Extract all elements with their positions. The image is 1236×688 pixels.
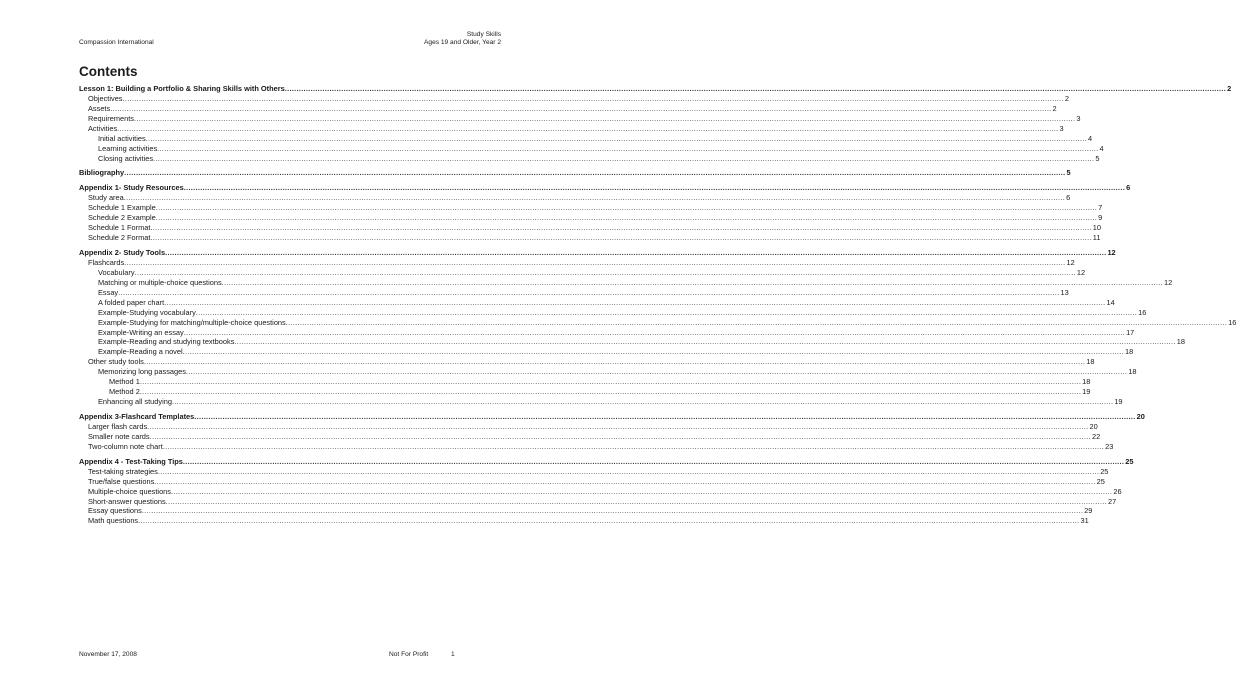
toc-entry[interactable] [79,287,1069,298]
toc-entry-label: Math questions [88,516,139,526]
toc-entry[interactable] [79,431,1101,442]
toc-entry-label: Other study tools [88,357,144,367]
toc-entry-label: Test-taking strategies [88,466,158,476]
toc-entry-label: Example-Writing an essay [98,327,184,337]
toc-entry[interactable] [79,397,1123,407]
toc-entry-page-number: 13 [1060,287,1069,297]
toc-entry-page-number: 20 [1089,421,1098,431]
toc-dot-leader: ................................................................................................................................................................................................................................................................................................................................................................................................................ [171,397,1114,407]
toc-entry-label: A folded paper chart [98,297,165,307]
toc-entry-page-number: 6 [1126,183,1131,193]
toc-entry-label: Objectives [88,93,123,103]
toc-entry-label: Lesson 1: Building a Portfolio & Sharing Skills with Others [79,83,285,93]
toc-entry-page-number: 31 [1080,516,1089,526]
toc-dot-leader: ................................................................................................................................................................................................................................................................................................................................................................................................................ [154,476,1096,486]
toc-dot-leader: ................................................................................................................................................................................................................................................................................................................................................................................................................ [165,496,1107,506]
toc-entry-page-number: 17 [1126,327,1135,337]
toc-entry[interactable] [79,357,1095,367]
toc-entry-label: Example-Studying vocabulary [98,307,196,317]
toc-entry[interactable] [79,377,1091,387]
toc-entry-label: Schedule 1 Format [88,223,151,233]
toc-entry-label: Initial activities [98,133,146,143]
toc-entry[interactable] [79,347,1134,357]
toc-dot-leader: ................................................................................................................................................................................................................................................................................................................................................................................................................ [183,327,1126,337]
header-course-title: Study Skills [466,31,501,38]
toc-entry-page-number: 9 [1098,213,1103,223]
toc-entry[interactable] [79,93,1069,104]
toc-entry-label: True/false questions [88,476,155,486]
toc-section-entry[interactable] [79,456,1134,467]
toc-entry-label: Flashcards [88,257,125,267]
toc-entry-page-number: 25 [1096,476,1105,486]
toc-entry[interactable] [79,327,1135,338]
toc-entry[interactable] [79,367,1137,377]
toc-entry-page-number: 10 [1092,223,1102,233]
toc-dot-leader: ................................................................................................................................................................................................................................................................................................................................................................................................................ [155,203,1098,213]
toc-entry-page-number: 12 [1107,248,1116,258]
toc-section-entry[interactable] [79,83,1232,94]
toc-entry-page-number: 12 [1066,257,1075,267]
footer-date: November 17, 2008 [79,651,137,658]
toc-entry-page-number: 23 [1105,441,1114,451]
toc-dot-leader: ................................................................................................................................................................................................................................................................................................................................................................................................................ [124,168,1066,178]
toc-entry-label: Method 1 [109,377,140,387]
toc-entry-page-number: 14 [1106,297,1115,307]
toc-entry[interactable] [79,466,1109,477]
toc-entry[interactable] [79,496,1117,507]
toc-dot-leader: ................................................................................................................................................................................................................................................................................................................................................................................................................ [194,412,1136,422]
toc-entry-label: Two-column note chart [88,441,163,451]
toc-entry[interactable] [79,153,1100,164]
toc-entry-label: Matching or multiple-choice questions [98,277,222,287]
toc-entry-label: Bibliography [79,168,125,178]
toc-dot-leader: ................................................................................................................................................................................................................................................................................................................................................................................................................ [234,337,1176,347]
toc-entry-label: Vocabulary [98,267,135,277]
toc-dot-leader: ................................................................................................................................................................................................................................................................................................................................................................................................................ [183,183,1126,193]
toc-dot-leader: ................................................................................................................................................................................................................................................................................................................................................................................................................ [182,347,1124,357]
toc-entry-page-number: 18 [1082,377,1091,387]
toc-entry-page-number: 26 [1113,486,1122,496]
toc-entry[interactable] [79,113,1081,124]
toc-entry-page-number: 19 [1114,397,1123,407]
toc-entry-label: Method 2 [109,387,140,397]
toc-entry-page-number: 19 [1082,387,1091,397]
toc-entry-page-number: 18 [1128,367,1137,377]
toc-entry-label: Essay questions [88,506,142,516]
toc-entry[interactable] [79,223,1102,233]
toc-dot-leader: ................................................................................................................................................................................................................................................................................................................................................................................................................ [155,213,1098,223]
toc-dot-leader: ................................................................................................................................................................................................................................................................................................................................................................................................................ [147,421,1089,431]
toc-dot-leader: ................................................................................................................................................................................................................................................................................................................................................................................................................ [110,103,1052,113]
toc-dot-leader: ................................................................................................................................................................................................................................................................................................................................................................................................................ [123,193,1066,203]
toc-entry[interactable] [79,203,1103,213]
toc-entry[interactable] [79,297,1115,308]
toc-entry-label: Example-Reading a novel [98,347,183,357]
toc-dot-leader: ................................................................................................................................................................................................................................................................................................................................................................................................................ [122,93,1064,103]
toc-dot-leader: ................................................................................................................................................................................................................................................................................................................................................................................................................ [150,233,1092,243]
page-title: Contents [79,64,138,79]
toc-entry[interactable] [79,233,1101,243]
toc-dot-leader: ................................................................................................................................................................................................................................................................................................................................................................................................................ [145,133,1087,143]
toc-entry-label: Example-Reading and studying textbooks [98,337,235,347]
toc-entry[interactable] [79,516,1089,526]
toc-entry-label: Requirements [88,113,135,123]
footer-page-number: 1 [451,651,455,658]
toc-dot-leader: ................................................................................................................................................................................................................................................................................................................................................................................................................ [139,377,1082,387]
toc-entry-page-number: 18 [1124,347,1134,357]
toc-entry[interactable] [79,307,1147,318]
toc-entry[interactable] [79,476,1105,487]
toc-dot-leader: ................................................................................................................................................................................................................................................................................................................................................................................................................ [195,307,1138,317]
toc-entry-label: Activities [88,123,118,133]
toc-entry-page-number: 2 [1052,103,1057,113]
toc-entry[interactable] [79,506,1093,517]
toc-section-entry[interactable] [79,183,1131,193]
toc-entry-page-number: 22 [1091,431,1101,441]
toc-entry[interactable] [79,103,1057,114]
toc-dot-leader: ................................................................................................................................................................................................................................................................................................................................................................................................................ [185,367,1128,377]
toc-entry-label: Short-answer questions [88,496,166,506]
toc-entry-page-number: 18 [1086,357,1095,367]
table-of-contents [79,83,1236,526]
toc-entry-label: Example-Studying for matching/multiple-choice questions [98,317,286,327]
toc-entry-label: Learning activities [98,143,158,153]
toc-dot-leader: ................................................................................................................................................................................................................................................................................................................................................................................................................ [182,456,1125,466]
toc-entry-page-number: 4 [1088,133,1093,143]
toc-entry[interactable] [79,277,1173,288]
toc-dot-leader: ................................................................................................................................................................................................................................................................................................................................................................................................................ [118,287,1060,297]
toc-section-entry[interactable] [79,412,1145,422]
toc-entry[interactable] [79,133,1093,144]
toc-dot-leader: ................................................................................................................................................................................................................................................................................................................................................................................................................ [157,466,1100,476]
toc-entry-label: Schedule 1 Example [88,203,156,213]
toc-entry-label: Enhancing all studying [98,397,172,407]
toc-dot-leader: ................................................................................................................................................................................................................................................................................................................................................................................................................ [284,83,1227,93]
toc-entry-label: Schedule 2 Format [88,233,151,243]
toc-dot-leader: ................................................................................................................................................................................................................................................................................................................................................................................................................ [138,516,1080,526]
toc-entry[interactable] [79,143,1104,154]
toc-entry-page-number: 3 [1076,113,1081,123]
toc-entry-page-number: 16 [1138,307,1147,317]
toc-dot-leader: ................................................................................................................................................................................................................................................................................................................................................................................................................ [165,248,1107,258]
toc-dot-leader: ................................................................................................................................................................................................................................................................................................................................................................................................................ [149,431,1091,441]
toc-entry-label: Assets [88,103,111,113]
toc-dot-leader: ................................................................................................................................................................................................................................................................................................................................................................................................................ [124,257,1066,267]
toc-entry-page-number: 27 [1108,496,1117,506]
toc-entry[interactable] [79,317,1236,328]
toc-entry-label: Appendix 2- Study Tools [79,248,166,258]
toc-entry[interactable] [79,267,1086,278]
toc-dot-leader: ................................................................................................................................................................................................................................................................................................................................................................................................................ [221,277,1163,287]
toc-entry-page-number: 25 [1100,466,1109,476]
toc-dot-leader: ................................................................................................................................................................................................................................................................................................................................................................................................................ [162,441,1105,451]
toc-entry-label: Appendix 1- Study Resources [79,183,184,193]
toc-entry-page-number: 11 [1092,233,1101,243]
toc-entry-page-number: 25 [1125,456,1134,466]
toc-entry-page-number: 20 [1136,412,1145,422]
toc-entry-page-number: 2 [1227,83,1232,93]
toc-entry-page-number: 4 [1099,143,1104,153]
header-course-audience: Ages 19 and Older, Year 2 [424,39,501,46]
toc-entry-page-number: 16 [1228,317,1236,327]
toc-entry[interactable] [79,441,1114,452]
toc-entry-label: Study area [88,193,124,203]
toc-entry[interactable] [79,193,1071,203]
toc-entry[interactable] [79,123,1064,134]
toc-dot-leader: ................................................................................................................................................................................................................................................................................................................................................................................................................ [170,486,1113,496]
toc-entry-page-number: 12 [1076,267,1086,277]
toc-entry-page-number: 5 [1066,168,1071,178]
toc-section-entry[interactable] [79,248,1116,258]
toc-entry-label: Essay [98,287,119,297]
header-course-info [424,31,501,47]
toc-dot-leader: ................................................................................................................................................................................................................................................................................................................................................................................................................ [143,357,1086,367]
toc-entry[interactable] [79,257,1075,268]
toc-entry-page-number: 3 [1059,123,1064,133]
toc-entry-label: Larger flash cards [88,421,148,431]
toc-dot-leader: ................................................................................................................................................................................................................................................................................................................................................................................................................ [164,297,1106,307]
toc-entry[interactable] [79,387,1091,397]
toc-entry-page-number: 2 [1064,93,1069,103]
toc-entry-page-number: 6 [1066,193,1071,203]
toc-dot-leader: ................................................................................................................................................................................................................................................................................................................................................................................................................ [134,113,1076,123]
toc-entry-label: Closing activities [98,153,154,163]
toc-entry[interactable] [79,337,1185,348]
toc-entry[interactable] [79,421,1098,432]
toc-dot-leader: ................................................................................................................................................................................................................................................................................................................................................................................................................ [139,387,1082,397]
toc-entry-label: Smaller note cards [88,431,150,441]
toc-entry[interactable] [79,213,1103,223]
toc-entry[interactable] [79,486,1122,497]
toc-entry-page-number: 5 [1095,153,1100,163]
toc-dot-leader: ................................................................................................................................................................................................................................................................................................................................................................................................................ [285,317,1228,327]
toc-dot-leader: ................................................................................................................................................................................................................................................................................................................................................................................................................ [153,153,1095,163]
toc-entry-page-number: 18 [1176,337,1185,347]
toc-dot-leader: ................................................................................................................................................................................................................................................................................................................................................................................................................ [157,143,1099,153]
toc-dot-leader: ................................................................................................................................................................................................................................................................................................................................................................................................................ [134,267,1076,277]
toc-section-entry[interactable] [79,168,1071,179]
toc-entry-label: Appendix 4 - Test-Taking Tips [79,456,183,466]
footer-notice: Not For Profit [389,651,429,658]
header-organization: Compassion International [79,39,154,46]
toc-entry-page-number: 29 [1084,506,1093,516]
toc-entry-page-number: 7 [1098,203,1103,213]
toc-entry-label: Schedule 2 Example [88,213,156,223]
toc-entry-label: Memorizing long passages [98,367,186,377]
toc-dot-leader: ................................................................................................................................................................................................................................................................................................................................................................................................................ [117,123,1059,133]
toc-dot-leader: ................................................................................................................................................................................................................................................................................................................................................................................................................ [150,223,1092,233]
toc-entry-page-number: 12 [1164,277,1173,287]
toc-dot-leader: ................................................................................................................................................................................................................................................................................................................................................................................................................ [141,506,1084,516]
toc-entry-label: Appendix 3-Flashcard Templates [79,412,195,422]
toc-entry-label: Multiple-choice questions [88,486,171,496]
